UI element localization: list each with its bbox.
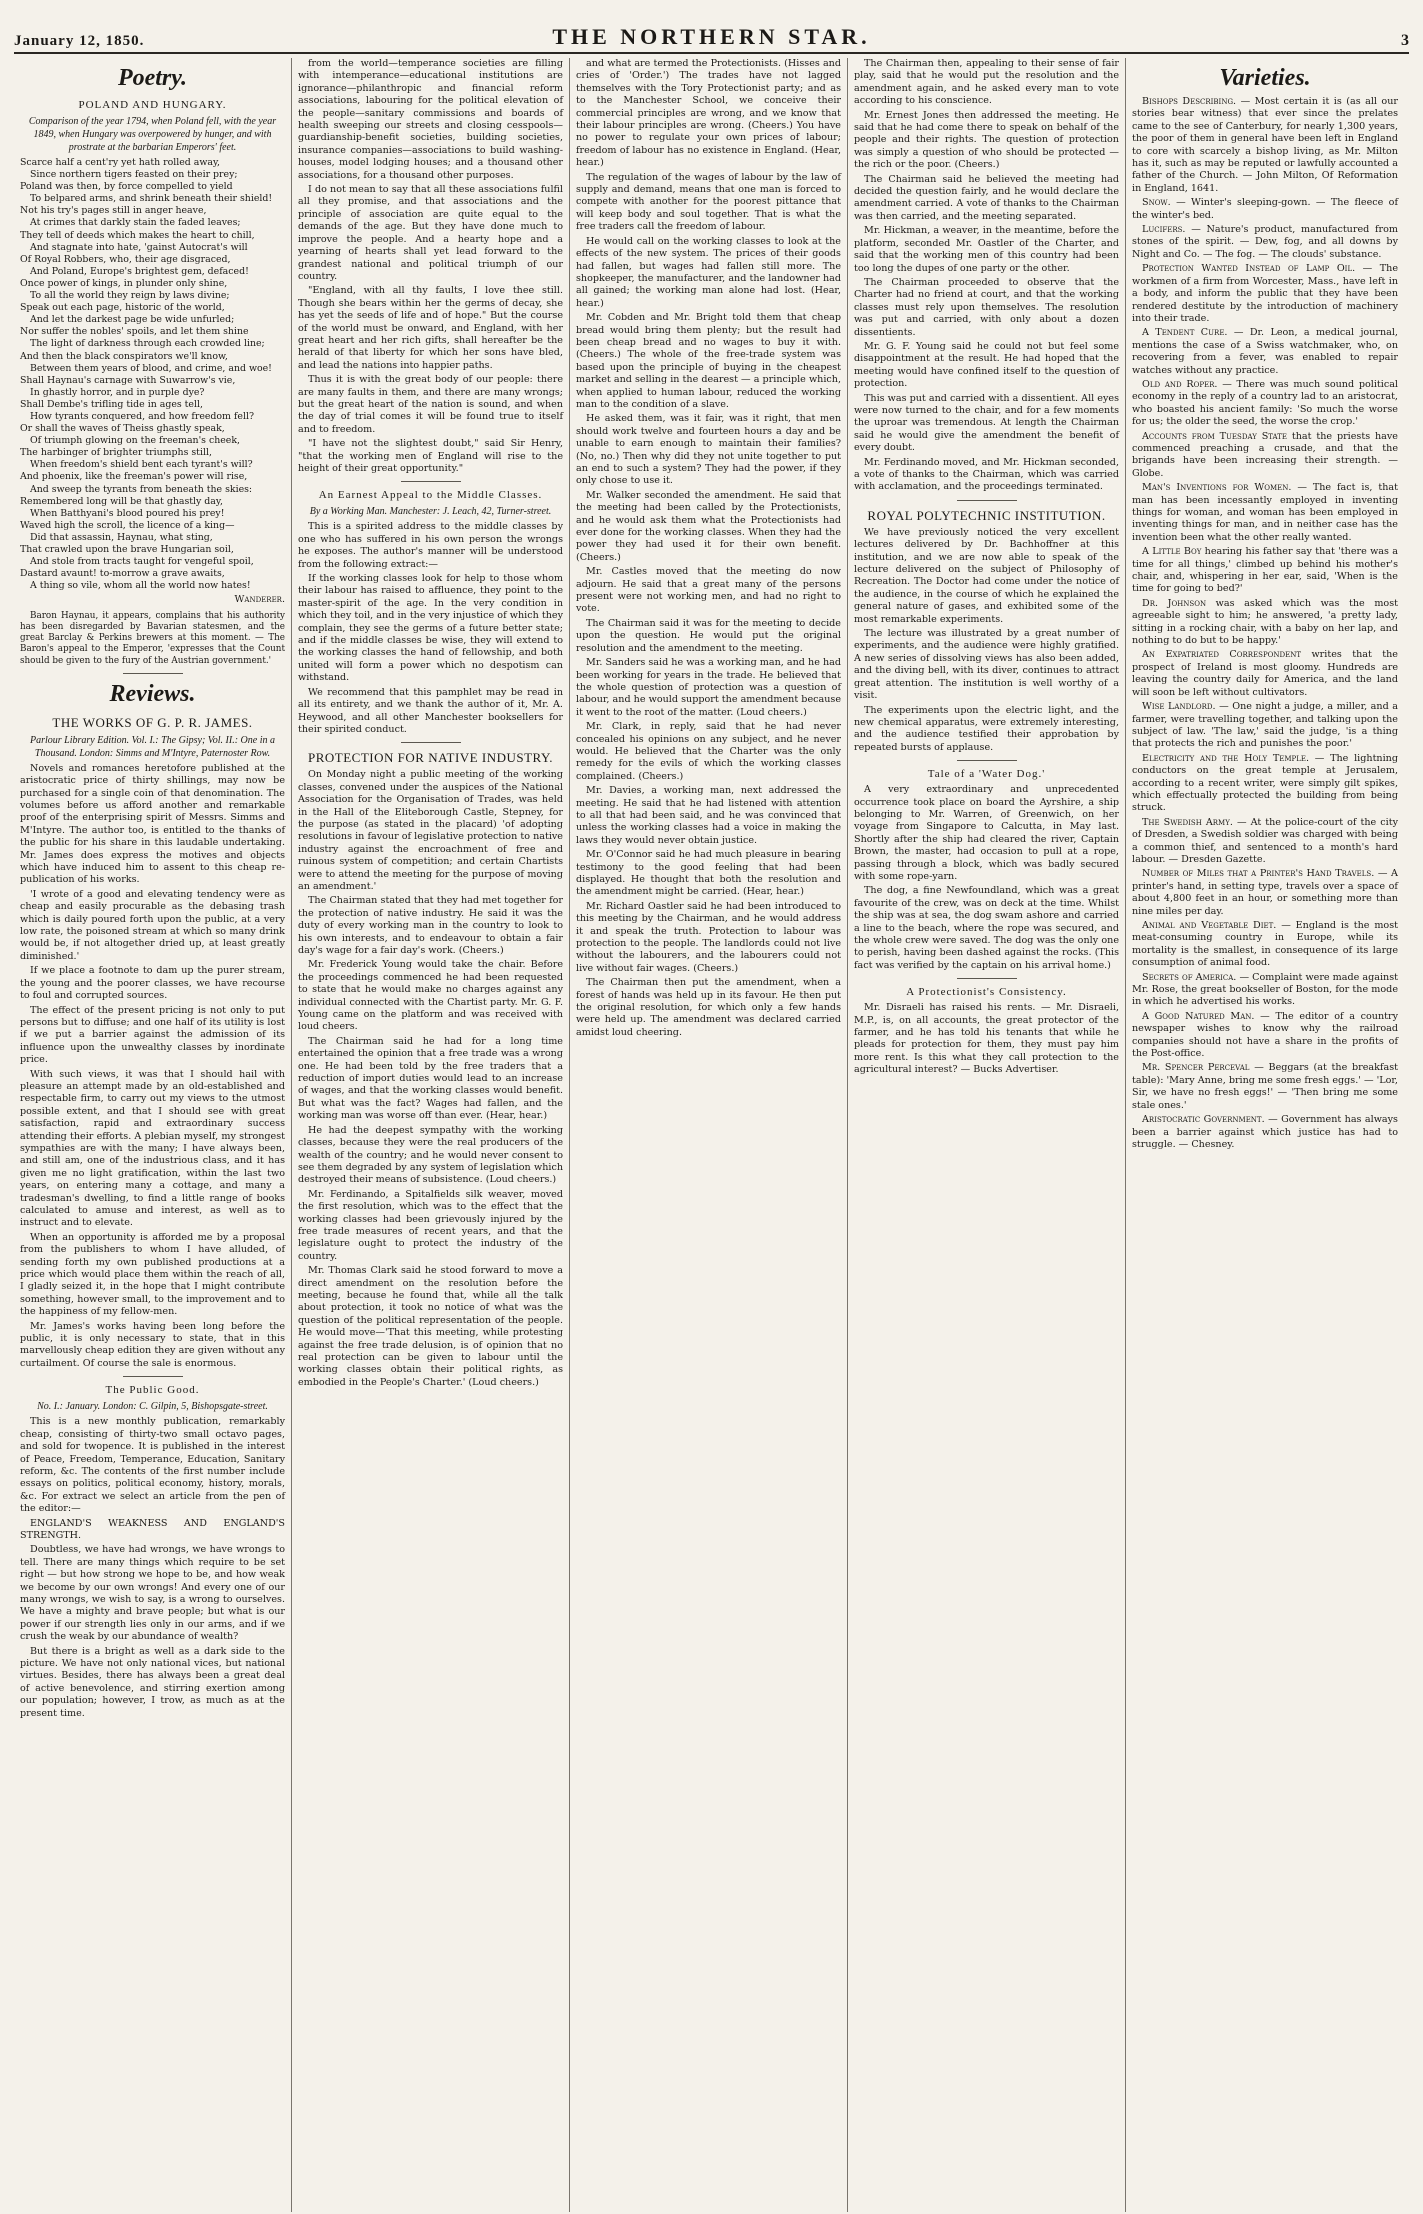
paragraph: The experiments upon the electric light, and the new chemical apparatus, were extremely interesting, and the audience testified their approbation by repeated bursts of applause. [854, 704, 1119, 753]
paragraph: Mr. Hickman, a weaver, in the meantime, before the platform, seconded Mr. Oastler of the Charter, and said that the working men of this country had been too long the dupes of one party or the other. [854, 225, 1119, 274]
article-body [854, 58, 1119, 494]
divider [957, 978, 1017, 979]
review-body [20, 1416, 285, 1720]
divider [401, 481, 461, 482]
variety-lead: An Expatriated Correspondent [1142, 649, 1302, 661]
poem-line: Of Royal Robbers, who, their age disgraced, [20, 253, 231, 265]
paragraph: The lecture was illustrated by a great number of experiments, and the audience were highly gratified. A new series of dissolving views has also been added, and the diving bell, with its diver, continues to attract great attention. The institution is well worthy of a visit. [854, 628, 1119, 702]
paragraph: But there is a bright as well as a dark side to the picture. We have not only national vices, but national virtues. Besides, there has always been a great deal of active benevolence, and stirring exertion among our population; however, I trow, as much as at the present time. [20, 1645, 285, 1719]
paragraph: Mr. O'Connor said he had much pleasure in bearing testimony to the good feeling that had been displayed. He thought that both the resolution and the amendment might be carried. (Hear, hear.) [576, 849, 841, 898]
poem-line: And sweep the tyrants from beneath the skies: [30, 483, 253, 495]
variety-item [1132, 96, 1398, 195]
variety-text: that the priests have commenced preaching a crusade, and that the brigands have been increasing their strength. — Globe. [1132, 430, 1398, 479]
poem-line: And stole from tracts taught for vengeful spoil, [30, 556, 254, 568]
variety-item [1132, 972, 1398, 1009]
variety-text: — Government has always been a barrier against which justice has had to struggle. — Chesney. [1132, 1114, 1398, 1150]
section-reviews-heading: Reviews. [109, 680, 196, 707]
variety-lead: Bishops Describing. [1142, 96, 1237, 107]
poem-intro: Comparison of the year 1794, when Poland fell, with the year 1849, when Hungary was overpowered by hunger, and with prostrate at the barbarian Emperors' feet. [28, 116, 277, 153]
variety-text: — Nature's product, manufactured from stones of the spirit. — Dew, fog, and all downs by Night and Co. — The fog. — The clouds' substance. [1132, 224, 1398, 260]
variety-lead: Number of Miles that a Printer's Hand Travels. [1142, 868, 1375, 880]
paragraph: On Monday night a public meeting of the working classes, convened under the auspices of the National Association for the Organisation of Trades, was held in the Hall of the Eliteborough Castle, Stepney, for the purpose (as stated in the placard) 'of adopting resolutions in favour of legislative protection to native industry against the encroachment of free and ruinous system of competition; and certain Chartists were to attend the meeting for the purpose of moving an amendment.' [298, 769, 563, 892]
poem-title: POLAND AND HUNGARY. [78, 99, 227, 111]
poem-line: Shall Haynau's carnage with Suwarrow's vie, [20, 374, 236, 386]
paragraph: When an opportunity is afforded me by a proposal from the publishers to whom I have alluded, of sending forth my own published productions at a price which would place them within the reach of all, I gladly seized it, in the hope that I might contribute something, however small, to the improvement and to the happiness of my fellow-men. [20, 1231, 285, 1318]
poem-line: Between them years of blood, and crime, and woe! [30, 362, 272, 374]
poem-signature: Wanderer. [234, 594, 285, 606]
variety-item [1132, 263, 1398, 325]
paragraph: Mr. Disraeli has raised his rents. — Mr. Disraeli, M.P., is, on all accounts, the great protector of the farmer, and he has told his tenants that while he pleads for protection for them, they must pay him more rent. Is this what they call protection to the agricultural interest? — Bucks Advertiser. [854, 1002, 1119, 1076]
variety-text: writes that the prospect of Ireland is most gloomy. Hundreds are leaving the country daily for America, and the land will soon be left without cultivators. [1132, 649, 1398, 698]
review-subtitle: Parlour Library Edition. Vol. I.: The Gipsy; Vol. II.: One in a Thousand. London: Simms and M'Intyre, Paternoster Row. [30, 734, 275, 759]
paragraph: "I have not the slightest doubt," said Sir Henry, "that the working men of England will rise to the height of their great opportunity." [298, 438, 563, 474]
variety-lead: Man's Inventions for Women. [1142, 482, 1292, 494]
poem-body [20, 157, 285, 592]
paragraph: Mr. Thomas Clark said he stood forward to move a direct amendment on the resolution before the meeting, because he found that, while all the talk about protection, it took no notice of what was the question of the political representation of the people. He would move—'That this meeting, while protesting against the free trade delusion, is of opinion that no real protection can be given to labour until the working classes obtain their political rights, as embodied in the People's Charter.' (Loud cheers.) [298, 1265, 563, 1388]
column-2 [292, 58, 570, 2212]
poem-line: Scarce half a cent'ry yet hath rolled away, [20, 157, 220, 168]
page-number: 3 [1401, 32, 1409, 49]
divider [401, 742, 461, 743]
variety-item [1132, 224, 1398, 261]
article-body [576, 58, 841, 1039]
poem-line: In ghastly horror, and in purple dye? [30, 386, 205, 398]
paragraph: This was put and carried with a dissentient. All eyes were now turned to the chair, and for a few moments the uproar was tremendous. At length the Chairman said he would give the amendment the benefit of every doubt. [854, 392, 1119, 454]
poem-line: And Poland, Europe's brightest gem, defaced! [30, 265, 249, 277]
variety-item [1132, 920, 1398, 970]
issue-date: January 12, 1850. [14, 33, 145, 49]
variety-item [1132, 1062, 1398, 1112]
variety-lead: The Swedish Army. [1142, 816, 1233, 828]
variety-text: — The editor of a country newspaper wishes to know why the railroad companies should not have a share in the profits of the Post-office. [1132, 1010, 1398, 1060]
variety-text: — The fact is, that man has been incessantly employed in inventing things for woman, and woman has been employed in inventing things for man, and in neither case has the invention been what the other really wanted. [1132, 482, 1398, 543]
variety-lead: Mr. Spencer Perceval [1142, 1062, 1250, 1074]
variety-text: — The workmen of a firm from Worcester, Mass., have left in a body, and inform the public that they have been rendered destitute by the introduction of machinery into their trade. [1132, 263, 1398, 324]
article-body [854, 784, 1119, 972]
variety-lead: A Tendent Cure. [1142, 327, 1228, 339]
variety-text: was asked which was the most agreeable sight to him; he answered, 'a pretty lady, sitting in a rocking chair, with a baby on her lap, and nothing to do but to be happy.' [1132, 597, 1398, 647]
variety-item [1132, 701, 1398, 751]
poem-line: When Batthyani's blood poured his prey! [30, 507, 225, 519]
variety-lead: Secrets of America. [1142, 971, 1237, 983]
paragraph: Mr. Castles moved that the meeting do now adjourn. He said that a great many of the persons present were not working men, and had no right to vote. [576, 566, 841, 615]
variety-lead: Animal and Vegetable Diet. [1142, 920, 1277, 931]
paragraph: The Chairman then, appealing to their sense of fair play, said that he would put the resolution and the amendment again, and he asked every man to vote according to his conscience. [854, 58, 1119, 107]
poem-line: A thing so vile, whom all the world now hates! [30, 580, 251, 592]
divider [123, 673, 183, 674]
variety-item [1132, 598, 1398, 648]
poem-line: And phoenix, like the freeman's power will rise, [20, 471, 248, 483]
variety-item [1132, 1114, 1398, 1151]
section-varieties-heading: Varieties. [1219, 65, 1311, 91]
varieties-list [1132, 96, 1398, 1151]
paragraph: Mr. Frederick Young would take the chair. Before the proceedings commenced he had been requested to state that he would make no charges against any individual connected with the Chartist party. Mr. G. F. Young came on the platform and was received with loud cheers. [298, 959, 563, 1033]
variety-lead: Accounts from Tuesday State [1142, 430, 1288, 442]
paragraph: With such views, it was that I should hail with pleasure an attempt made by an old-established and respectable firm, to carry out my views to the utmost possible extent, and that I should see with great satisfaction, rapid and extraordinary success attending their efforts. A plebian myself, my strongest sympathies are with the many; I have always been, and still am, one of the industrious class, and it has given me no light gratification, within the last two years, on entering many a cottage, and many a tradesman's dwelling, to find a little range of books calculated to amuse and interest, as well as to instruct and to elevate. [20, 1068, 285, 1229]
variety-text: — Dr. Leon, a medical journal, mentions the case of a Swiss watchmaker, who, on recovering from a fever, was enabled to repair watches without any practice. [1132, 327, 1398, 376]
variety-item [1132, 649, 1398, 699]
paragraph: Mr. Ferdinando moved, and Mr. Hickman seconded, a vote of thanks to the Chairman, which was carried with acclamation, and the proceedings terminated. [854, 456, 1119, 493]
poem-line: The harbinger of brighter triumphs still, [20, 447, 212, 459]
variety-item [1132, 379, 1398, 429]
poem-line: They tell of deeds which makes the heart to chill, [20, 229, 255, 241]
paragraph: from the world—temperance societies are filling with intemperance—educational institutions are ignorance—philanthropic and financial reform associations, labouring for the political elevation of the people—sanitary commissions and boards of health sweeping our streets and closing cesspools—guardianship-benefit societies, building societies, insurance companies—associations to build washing-houses, model lodging houses; and a thousand other associations, for a thousand other purposes. [298, 58, 563, 181]
poem-line: The light of darkness through each crowded line; [30, 338, 265, 350]
newspaper-title: THE NORTHERN STAR. [552, 24, 871, 49]
poem-line: How tyrants conquered, and how freedom fell? [30, 410, 254, 422]
variety-text: — At the police-court of the city of Dresden, a Swedish soldier was charged with being a common thief, and sentenced to a month's hard labour. — Dresden Gazette. [1132, 816, 1398, 865]
paragraph: The Chairman said he had for a long time entertained the opinion that a free trade was a wrong one. He had been told by the free traders that a reduction of import duties would lead to an increase of wages, and that the working classes would benefit. But what was the fact? Wages had fallen, and the working man was worse off than ever. (Hear, hear.) [298, 1035, 563, 1122]
variety-text: — One night a judge, a miller, and a farmer, were travelling together, and talking upon the subject of law. 'The law,' said the judge, 'is a thing that protects the rich and punishes the poor.' [1132, 701, 1398, 750]
paragraph: Mr. Sanders said he was a working man, and he had been working for years in the trade. He believed that the whole question of protection was a question of labour, and he would support the amendment because it went to the root of the matter. (Loud cheers.) [576, 657, 841, 718]
poem-note-text: Baron Haynau, it appears, complains that his authority has been disregarded by Bavarian statesmen, and the great Barclay & Perkins brewers at this moment. — The Baron's appeal to the Emperor, 'expresses that the Count should be given to the fury of the Austrian government.' [20, 610, 285, 666]
paragraph: Mr. James's works having been long before the public, it is only necessary to state, that in this marvellously cheap edition they are given without any curtailment. Of course the sale is enormous. [20, 1320, 285, 1369]
variety-lead: Protection Wanted Instead of Lamp Oil. [1142, 263, 1356, 275]
variety-item [1132, 197, 1398, 222]
paragraph: Mr. Clark, in reply, said that he had never concealed his opinions on any subject, and he never would. He believed that the Charter was the only remedy for the evils of which the working classes complained. (Cheers.) [576, 721, 841, 782]
paragraph: The effect of the present pricing is not only to put persons but to diffuse; and one half of its utility is lost if we put a barrier against the admission of its influence upon the unwealthy classes by inordinate price. [20, 1004, 285, 1066]
paragraph: The regulation of the wages of labour by the law of supply and demand, means that one man is forced to compete with another for the poorest pittance that will keep body and soul together. That is what the free traders call the freedom of labour. [576, 171, 841, 233]
variety-text: — A printer's hand, in setting type, travels over a space of about 4,800 feet in an hour, or something more than nine miles per day. [1132, 868, 1398, 917]
variety-lead: A Good Natured Man. [1142, 1010, 1255, 1022]
divider [957, 760, 1017, 761]
paragraph: He asked them, was it fair, was it right, that men should work twelve and fourteen hours a day and be unable to earn enough to maintain their families? (No, no.) Then why did they not unite together to put an end to such a system? They had the power, if they only chose to use it. [576, 413, 841, 487]
poem-line: And stagnate into hate, 'gainst Autocrat's will [30, 241, 248, 253]
variety-item [1132, 546, 1398, 596]
poem-line: Speak out each page, historic of the world, [20, 302, 225, 314]
variety-item [1132, 482, 1398, 544]
poem-line: To all the world they reign by laws divine; [30, 290, 230, 302]
paragraph: This is a spirited address to the middle classes by one who has suffered in his own person the wrongs he exposes. The author's manner will be understood from the following extract:— [298, 521, 563, 570]
variety-lead: Wise Landlord. [1142, 701, 1216, 713]
poem-line: And let the darkest page be wide unfurled; [30, 314, 235, 326]
variety-lead: Electricity and the Holy Temple. [1142, 752, 1310, 764]
poem-line: Once power of kings, in plunder only shine, [20, 277, 228, 289]
poem-line: Nor suffer the nobles' spoils, and let them shine [20, 326, 249, 338]
review-title: THE WORKS OF G. P. R. JAMES. [52, 714, 253, 730]
variety-text: — Most certain it is (as all our stories bear witness) that ever since the prelates came to the see of Canterbury, for nearly 1,300 years, the poor of them in general have been left in England to core with scarcely a bishop living, as Mr. Milton has it, such as may be reputed or lawfully accounted a father of the Church. — John Milton, Of Reformation in England, 1641. [1132, 96, 1398, 194]
section-poetry-heading: Poetry. [117, 65, 188, 91]
variety-text: — The lightning conductors on the great temple at Jerusalem, according to a recent writer, were simply gilt spikes, which effectually protected the building from being struck. [1132, 752, 1398, 814]
paragraph: He had the deepest sympathy with the working classes, because they were the real producers of the wealth of the country; and he would never consent to see them degraded by any system of legislation which destroyed their means of subsistence. (Loud cheers.) [298, 1124, 563, 1186]
variety-text: — Beggars (at the breakfast table): 'Mary Anne, bring me some fresh eggs.' — 'Lor, Sir, we have no fresh eggs!' — 'Then bring me some stale ones.' [1132, 1062, 1398, 1111]
poem-line: When freedom's shield bent each tyrant's will? [30, 459, 253, 471]
paragraph: Mr. Ferdinando, a Spitalfields silk weaver, moved the first resolution, which was to the effect that the working classes had been grievously injured by the free trade measures of recent years, and that the legislature ought to protect the industry of the country. [298, 1188, 563, 1262]
paragraph: He would call on the working classes to look at the effects of the new system. The prices of their goods had fallen, but wages had fallen still more. The shopkeeper, the manufacturer, and the landowner had all gained; the working man alone had lost. (Hear, hear.) [576, 235, 841, 309]
poem-line: Waved high the scroll, the licence of a king— [20, 519, 235, 531]
article-title: An Earnest Appeal to the Middle Classes. [318, 489, 543, 502]
masthead [14, 10, 1409, 54]
paragraph: Mr. Ernest Jones then addressed the meeting. He said that he had come there to speak on behalf of the people and their rights. The question of protection was simply a question of who should be protected — the rich or the poor. (Cheers.) [854, 109, 1119, 171]
variety-lead: Snow. [1142, 197, 1171, 209]
variety-item [1132, 431, 1398, 481]
poem-line: Poland was then, by force compelled to yield [20, 181, 233, 193]
poem-line: At crimes that darkly stain the faded leaves; [30, 217, 241, 229]
columns [14, 58, 1409, 2212]
paragraph: The Chairman stated that they had met together for the protection of native industry. He said it was the duty of every working man in the country to look to his own interests, and to endeavour to obtain a fair day's wage for a fair day's work. (Cheers.) [298, 895, 563, 956]
review-title: The Public Good. [105, 1384, 200, 1397]
poem-line: Remembered long will be that ghastly day, [20, 495, 223, 507]
poem-notes [20, 611, 285, 667]
column-3 [570, 58, 848, 2212]
divider [123, 1376, 183, 1377]
paragraph: Thus it is with the great body of our people: there are many faults in them, and there are many wrongs; but the great heart of the nation is sound, and when the day of trial comes it will be found true to itself and to freedom. [298, 374, 563, 435]
poem-line: Dastard avaunt! to-morrow a grave awaits, [20, 568, 225, 580]
poem-line: Or shall the waves of Theiss ghastly speak, [20, 423, 225, 435]
column-5 [1126, 58, 1404, 2212]
article-title: PROTECTION FOR NATIVE INDUSTRY. [308, 750, 553, 766]
paragraph: Novels and romances heretofore published at the aristocratic price of thirty shillings, may now be purchased for a single coin of that denomination. The volumes before us afford another and remarkable proof of the enterprising spirit of Messrs. Simms and M'Intyre. The author too, is entitled to the thanks of the public for his share in this laudable undertaking. Mr. James does express the motives and objects which have induced him to assent to this cheap re-publication of his works. [20, 762, 285, 886]
article-title: ROYAL POLYTECHNIC INSTITUTION. [867, 507, 1106, 523]
paragraph: If we place a footnote to dam up the purer stream, the young and the poorer classes, we have recourse to foul and corrupted sources. [20, 965, 285, 1002]
poem-line: Of triumph glowing on the freeman's cheek, [30, 435, 240, 447]
paragraph: Mr. G. F. Young said he could not but feel some disappointment at the result. He had hoped that the meeting would have confined itself to the question of protection. [854, 340, 1119, 390]
variety-text: — There was much sound political economy in the reply of a country lad to an aristocrat, who boasted his ancient family: 'So much the worse for us; the older the seed, the worse the crop.' [1132, 378, 1398, 428]
paragraph: Mr. Cobden and Mr. Bright told them that cheap bread would bring them plenty; but the result had been cheap bread and no wages to buy it with. (Cheers.) The whole of the free-trade system was based upon the principle of buying in the cheapest market and selling in the dearest — a principle which, when applied to human labour, reduced the working man to the condition of a slave. [576, 312, 841, 410]
paragraph: ENGLAND'S WEAKNESS AND ENGLAND'S STRENGTH. [20, 1517, 285, 1541]
article-title: Tale of a 'Water Dog.' [927, 768, 1046, 781]
article-body [298, 769, 563, 1389]
paragraph: The Chairman said he believed the meeting had decided the question fairly, and he would declare the amendment carried. A vote of thanks to the Chairman was then carried, and the meeting separated. [854, 173, 1119, 222]
poem-line: Did that assassin, Haynau, what sting, [30, 531, 213, 543]
poem-line: Shall Dembe's trifling tide in ages tell, [20, 398, 203, 410]
review-body [20, 763, 285, 1371]
paragraph: The dog, a fine Newfoundland, which was a great favourite of the crew, was on deck at the time. Whilst the ship was at sea, the dog swam ashore and carried a line to the beach, where the rope was secured, and the whole crew were saved. The dog was the only one to perish, having been dashed against the rocks. (This fact was verified by the captain on his arrival home.) [854, 885, 1119, 971]
poem-line: Not his try's pages still in anger heave, [20, 205, 207, 217]
paragraph: If the working classes look for help to those whom their labour has raised to affluence, they point to the master-spirit of the age. In the very condition in which they toil, and in the very injustice of which they complain, they see the germs of a future better state; and if the middle classes be wise, they will extend to the working classes the hand of fellowship, and both united will form a power which no despotism can withstand. [298, 573, 563, 684]
variety-text: — England is the most meat-consuming country in Europe, while its mortality is the smallest, in consequence of its large consumption of animal food. [1132, 920, 1398, 969]
paragraph: I do not mean to say that all these associations fulfil all they promise, and that associations and the principle of association are quite equal to the demands of the age. But they have done much to improve the people. And a hearty hope and a yearning of hearts shall yet lead forward to the grandest national and political triumph of our country. [298, 184, 563, 282]
divider [957, 500, 1017, 501]
paragraph: This is a new monthly publication, remarkably cheap, consisting of thirty-two small octavo pages, and sold for twopence. It is published in the interest of Peace, Freedom, Temperance, Education, Sanitary reform, &c. The contents of the first number include essays on politics, political economy, history, morals, &c. For extract we select an article from the pen of the editor:— [20, 1416, 285, 1515]
paragraph: Mr. Walker seconded the amendment. He said that the meeting had been called by the Protectionists, and he would ask them what the Protectionists had ever done for the working classes. When they had the power they had used it for their own benefit. (Cheers.) [576, 489, 841, 563]
variety-lead: Aristocratic Government. [1142, 1114, 1265, 1126]
column-4 [848, 58, 1126, 2212]
column-1 [14, 58, 292, 2212]
variety-lead: Old and Roper. [1142, 378, 1218, 390]
article-body [298, 58, 563, 475]
paragraph: Doubtless, we have had wrongs, we have wrongs to tell. There are many things which require to be set right — but how strong we hope to be, and how weak we become by our own wrongs! And every one of our many wrongs, we wish to say, is a wrong to ourselves. We have a mighty and brave people; but what is our power if our strength lies only in our arms, and if we crush the weak by our abundance of wealth? [20, 1544, 285, 1643]
paragraph: 'I wrote of a good and elevating tendency were as cheap and easily procurable as the debasing trash which is daily poured forth upon the public, at a very low rate, the poisoned stream at which so many drink would be, if not altogether dried up, at least greatly diminished.' [20, 888, 285, 962]
paragraph: and what are termed the Protectionists. (Hisses and cries of 'Order.') The trades have not lagged themselves with the Tory Protectionist party; and as to the Manchester School, we conceive their commercial principles are wrong, and we know that their labour principles are wrong. (Cheers.) You have no power to regulate your own prices of labour; freedom of labour has no existence in England. (Hear, hear.) [576, 58, 841, 169]
poem-line: That crawled upon the brave Hungarian soil, [20, 544, 234, 555]
paragraph: Mr. Davies, a working man, next addressed the meeting. He said that he had listened with attention to all that had been said, and he was convinced that unless the working classes had a voice in making the laws they would never obtain justice. [576, 785, 841, 846]
paragraph: We recommend that this pamphlet may be read in all its entirety, and we thank the author of it, Mr. A. Heywood, and all other Manchester booksellers for their spirited conduct. [298, 686, 563, 735]
variety-text: hearing his father say that 'there was a time for all things,' climbed up behind his mother's chair, and, whispering in her ear, said, 'When is the time for going to bed?' [1132, 546, 1398, 595]
article-body [854, 527, 1119, 754]
poem-line: And then the black conspirators we'll know, [20, 350, 228, 362]
variety-item [1132, 327, 1398, 377]
paragraph: We have previously noticed the very excellent lectures delivered by Dr. Bachhoffner at this institution, and we are now able to speak of the lecture delivered on the subject of Philosophy of Recreation. The Doctor had come under the notice of the audience, in the course of which he explained the general nature of gases, and exhibited some of the most remarkable experiments. [854, 526, 1119, 625]
paragraph: The Chairman proceeded to observe that the Charter had no friend at court, and that the working classes must rely upon themselves. The resolution was put and carried, with only about a dozen dissentients. [854, 276, 1119, 338]
review-subtitle: No. I.: January. London: C. Gilpin, 5, Bishopsgate-street. [37, 1401, 268, 1413]
variety-item [1132, 868, 1398, 918]
variety-lead: Lucifers. [1142, 224, 1186, 236]
variety-item [1132, 817, 1398, 867]
paragraph: Mr. Richard Oastler said he had been introduced to this meeting by the Chairman, and he would address it and speak the truth. Protection to labour was protection to the people. The landlords could not live without the labourers, and the labourers could not live without fair wages. (Cheers.) [576, 900, 841, 974]
article-body [298, 521, 563, 736]
variety-lead: Dr. Johnson [1142, 597, 1207, 609]
variety-item [1132, 1011, 1398, 1061]
variety-item [1132, 753, 1398, 815]
variety-text: — Complaint were made against Mr. Rose, the great bookseller of Boston, for the mode in which he advertised his works. [1132, 971, 1398, 1008]
paragraph: A very extraordinary and unprecedented occurrence took place on board the Ayrshire, a ship belonging to Mr. Warren, of Greenwich, on her voyage from Singapore to Calcutta, in May last. Shortly after the ship had cleared the river, Captain Brown, the master, had occasion to pull at a rope, passing through a block, which was badly secured with some rope-yarn. [854, 784, 1119, 882]
paragraph: The Chairman said it was for the meeting to decide upon the question. He would put the original resolution and the amendment to the meeting. [576, 617, 841, 654]
article-title: A Protectionist's Consistency. [906, 986, 1067, 999]
poem-line: Since northern tigers feasted on their prey; [30, 169, 238, 181]
paragraph: The Chairman then put the amendment, when a forest of hands was held up in its favour. He then put the original resolution, for which only a few hands were held up. The amendment was declared carried amidst loud cheering. [576, 977, 841, 1038]
paragraph: "England, with all thy faults, I love thee still. Though she bears within her the germs of decay, she has yet the seeds of life and of hope." But the course of the world must be onward, and England, with her great heart and her rich gifts, shall hereafter be the herald of that liberty for which her sons have bled, and lead the nations into happier paths. [298, 285, 563, 371]
poem-line: To belpared arms, and shrink beneath their shield! [30, 193, 273, 205]
variety-text: — Winter's sleeping-gown. — The fleece of the winter's bed. [1132, 197, 1398, 221]
article-subtitle: By a Working Man. Manchester: J. Leach, 42, Turner-street. [309, 506, 552, 518]
variety-lead: A Little Boy [1142, 546, 1202, 558]
